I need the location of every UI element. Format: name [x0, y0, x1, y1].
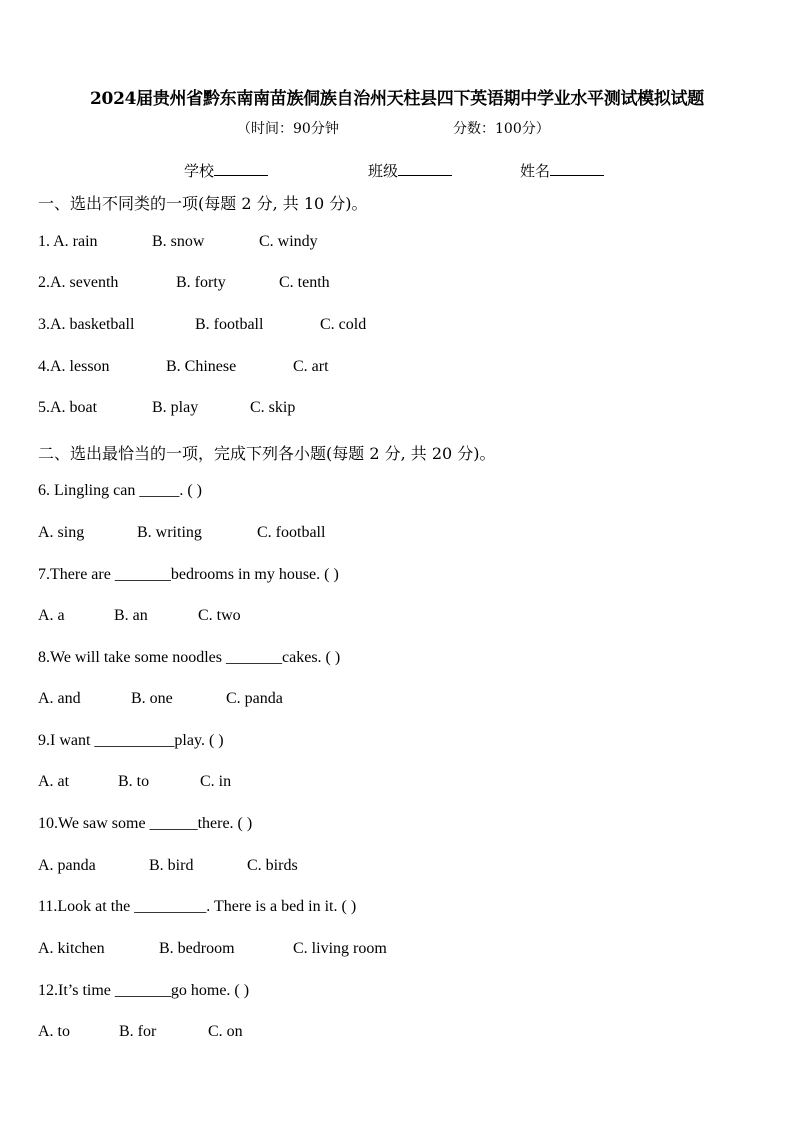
q4-b: B. Chinese: [166, 358, 237, 375]
q5-b: B. play: [152, 399, 199, 416]
q7-b: B. an: [114, 607, 148, 624]
q5-c: C. skip: [250, 399, 296, 416]
q6-b: B. writing: [137, 524, 202, 541]
exam-title: 2024届贵州省黔东南南苗族侗族自治州天柱县四下英语期中学业水平测试模拟试题: [90, 89, 704, 109]
section1-heading: 一、选出不同类的一项(每题 2 分, 共 10 分)。: [38, 194, 368, 213]
name-label: 姓名: [520, 162, 551, 180]
q6-c: C. football: [257, 524, 326, 541]
name-field: [520, 160, 604, 181]
school-field: [184, 160, 268, 181]
exam-time: （时间：90分钟: [237, 121, 339, 137]
q3-a: 3.A. basketball: [38, 316, 135, 333]
q8-stem: 8.We will take some noodles _______cakes. ( ): [38, 649, 341, 666]
q3-b: B. football: [195, 316, 264, 333]
q2-b: B. forty: [176, 274, 226, 291]
q10-c: C. birds: [247, 857, 298, 874]
q10-b: B. bird: [149, 857, 194, 874]
section2-heading: 二、选出最恰当的一项，完成下列各小题(每题 2 分, 共 20 分)。: [38, 444, 496, 463]
q5-a: 5.A. boat: [38, 399, 98, 416]
class-field: [368, 160, 452, 181]
q9-c: C. in: [200, 773, 232, 790]
q7-stem: 7.There are _______bedrooms in my house. ( ): [38, 566, 339, 583]
q4-a: 4.A. lesson: [38, 358, 110, 375]
q1-a: 1. A. rain: [38, 233, 98, 250]
q1-c: C. windy: [259, 233, 318, 250]
class-label: 班级: [368, 162, 399, 180]
q12-c: C. on: [208, 1023, 243, 1040]
q8-a: A. and: [38, 690, 81, 707]
q12-b: B. for: [119, 1023, 157, 1040]
q9-stem: 9.I want __________play. ( ): [38, 732, 224, 749]
class-blank[interactable]: [398, 161, 452, 176]
q11-stem: 11.Look at the _________. There is a bed in it. ( ): [38, 898, 357, 915]
q10-stem: 10.We saw some ______there. ( ): [38, 815, 253, 832]
q9-b: B. to: [118, 773, 150, 790]
q2-c: C. tenth: [279, 274, 330, 291]
q11-a: A. kitchen: [38, 940, 105, 957]
q7-a: A. a: [38, 607, 65, 624]
q11-c: C. living room: [293, 940, 387, 957]
q6-stem: 6. Lingling can _____. ( ): [38, 482, 202, 499]
q3-c: C. cold: [320, 316, 367, 333]
q10-a: A. panda: [38, 857, 96, 874]
q8-b: B. one: [131, 690, 173, 707]
school-blank[interactable]: [214, 161, 268, 176]
name-blank[interactable]: [550, 161, 604, 176]
exam-score: 分数：100分）: [453, 121, 550, 137]
q4-c: C. art: [293, 358, 329, 375]
q12-stem: 12.It’s time _______go home. ( ): [38, 982, 250, 999]
school-label: 学校: [184, 162, 215, 180]
q6-a: A. sing: [38, 524, 85, 541]
q1-b: B. snow: [152, 233, 205, 250]
q12-a: A. to: [38, 1023, 70, 1040]
q8-c: C. panda: [226, 690, 283, 707]
q11-b: B. bedroom: [159, 940, 235, 957]
q7-c: C. two: [198, 607, 241, 624]
q9-a: A. at: [38, 773, 70, 790]
q2-a: 2.A. seventh: [38, 274, 119, 291]
